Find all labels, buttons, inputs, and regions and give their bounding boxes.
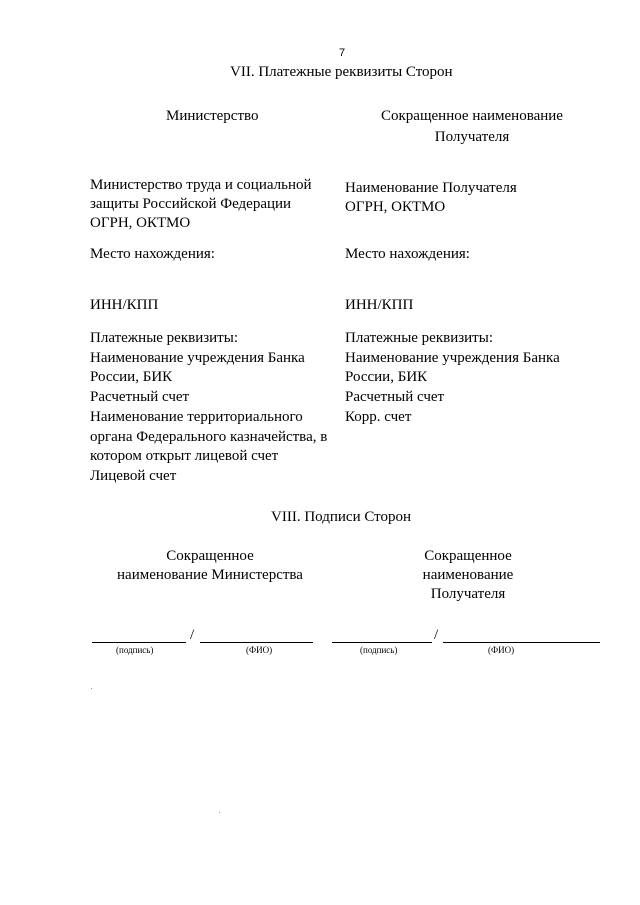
ministry-payment-line-7: котором открыт лицевой счет	[90, 448, 279, 465]
ministry-slash: /	[190, 627, 195, 643]
ministry-name	[90, 176, 312, 233]
ministry-signature-header	[100, 547, 320, 585]
recipient-payment-line-2: Наименование учреждения Банка	[345, 349, 560, 366]
recipient-payment-line-3: России, БИК	[345, 369, 428, 386]
recipient-slash: /	[434, 627, 439, 643]
recipient-fio-label: (ФИО)	[488, 645, 515, 655]
recipient-location: Место нахождения:	[345, 246, 470, 262]
ministry-sign-label: (подпись)	[116, 645, 154, 655]
ministry-signature-line	[92, 642, 186, 643]
recipient-name-line-2: ОГРН, ОКТМО	[345, 199, 446, 215]
recipient-signature-header-line-3: Получателя	[430, 586, 506, 602]
ministry-payment-line-2: Наименование учреждения Банка	[90, 349, 305, 366]
section-8-title: VIII. Подписи Сторон	[271, 509, 412, 525]
ministry-payment-line-4: Расчетный счет	[90, 389, 190, 406]
section-7-title: VII. Платежные реквизиты Сторон	[230, 64, 453, 80]
ministry-fio-line	[200, 642, 313, 643]
ministry-payment-line-3: России, БИК	[90, 369, 173, 386]
recipient-header-line-1: Сокращенное наименование	[381, 108, 563, 124]
ministry-signature-header-line-2: наименование Министерства	[117, 567, 303, 583]
ministry-location: Место нахождения:	[90, 246, 215, 262]
recipient-signature-header-line-2: наименование	[422, 567, 514, 583]
ministry-payment-line-8: Лицевой счет	[90, 467, 177, 484]
recipient-name	[345, 179, 517, 217]
ministry-name-line-2: защиты Российской Федерации	[90, 196, 292, 212]
recipient-inn: ИНН/КПП	[345, 297, 414, 313]
recipient-payment-line-4: Расчетный счет	[345, 389, 445, 406]
recipient-sign-label: (подпись)	[360, 645, 398, 655]
recipient-name-line-1: Наименование Получателя	[345, 180, 517, 196]
page-number: 7	[338, 47, 346, 59]
ministry-name-line-1: Министерство труда и социальной	[90, 177, 312, 193]
recipient-signature-header-line-1: Сокращенное	[424, 548, 512, 564]
scan-speck	[219, 812, 220, 813]
ministry-name-line-3: ОГРН, ОКТМО	[90, 215, 191, 231]
ministry-payment-line-6: органа Федерального казначейства, в	[90, 428, 328, 445]
ministry-signature-header-line-1: Сокращенное	[166, 548, 254, 564]
recipient-signature-line	[332, 642, 432, 643]
scan-speck	[91, 688, 92, 689]
ministry-payment-line-5: Наименование территориального	[90, 408, 303, 425]
recipient-fio-line	[443, 642, 600, 643]
recipient-payment-line-5: Корр. счет	[345, 408, 412, 425]
recipient-signature-header	[368, 547, 568, 604]
ministry-fio-label: (ФИО)	[246, 645, 273, 655]
recipient-header	[372, 107, 572, 147]
ministry-inn: ИНН/КПП	[90, 297, 159, 313]
ministry-payment-details	[90, 329, 327, 487]
ministry-header: Министерство	[166, 108, 259, 124]
recipient-header-line-2: Получателя	[434, 129, 510, 145]
recipient-payment-line-1: Платежные реквизиты:	[345, 330, 493, 346]
ministry-payment-line-1: Платежные реквизиты:	[90, 330, 238, 346]
recipient-payment-details	[345, 329, 560, 428]
